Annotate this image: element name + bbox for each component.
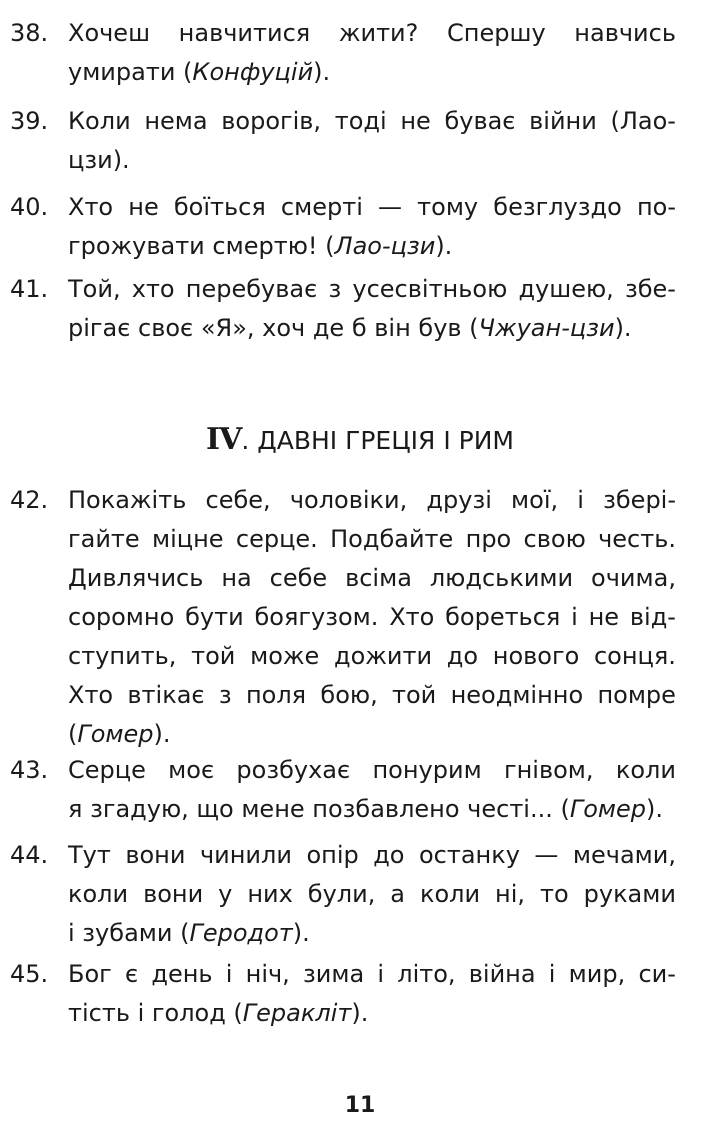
quote-line: Коли нема ворогів, тоді не буває війни (Лао- [68, 107, 676, 135]
quote-author: Геракліт [242, 999, 352, 1027]
quote-39 [10, 102, 676, 180]
quote-line: Хочеш навчитися жити? Спершу навчись [68, 19, 676, 47]
quote-line: Тут вони чинили опір до останку — мечами, [68, 841, 676, 869]
quote-author: Гомер [77, 720, 154, 748]
section-title: . ДАВНІ ГРЕЦІЯ І РИМ [241, 426, 514, 455]
quote-line: гайте міцне серце. Подбайте про свою честь. [68, 525, 676, 553]
quote-line: я згадую, що мене позбавлено честі... (Гомер). [68, 795, 664, 823]
quote-number: 38. [10, 19, 49, 47]
quote-number: 43. [10, 756, 49, 784]
quote-line: і зубами (Геродот). [68, 919, 310, 947]
quote-line: умирати (Конфуцій). [68, 58, 331, 86]
quote-line: Хто втікає з поля бою, той неодмінно помре [68, 681, 676, 709]
quote-number: 44. [10, 841, 49, 869]
quote-number: 40. [10, 193, 49, 221]
quote-line: цзи). [68, 146, 130, 174]
quote-line: рігає своє «Я», хоч де б він був (Чжуан-цзи). [68, 314, 632, 342]
quote-40 [10, 188, 676, 266]
page-number: 11 [344, 1093, 376, 1118]
section-heading [0, 420, 720, 461]
quote-line: ступить, той може дожити до нового сонця. [68, 642, 676, 670]
quote-author: Чжуан-цзи [478, 314, 615, 342]
quote-author: Конфуцій [192, 58, 314, 86]
quote-line: Дивлячись на себе всіма людськими очима, [68, 564, 676, 592]
quote-line: соромно бути боягузом. Хто бореться і не від- [68, 603, 676, 631]
quote-line: Покажіть себе, чоловіки, друзі мої, і збері- [68, 486, 676, 514]
quote-number: 42. [10, 486, 49, 514]
quote-45 [10, 955, 676, 1033]
quote-line: коли вони у них були, а коли ні, то руками [68, 880, 676, 908]
section-roman-numeral: ІV [206, 422, 242, 457]
quote-number: 45. [10, 960, 49, 988]
quote-38 [10, 14, 676, 92]
quote-line: грожувати смертю! (Лао-цзи). [68, 232, 453, 260]
quote-41 [10, 270, 676, 348]
quote-author: Лао-цзи [334, 232, 436, 260]
quote-number: 41. [10, 275, 49, 303]
quote-author: Гомер [569, 795, 647, 823]
quote-line: Серце моє розбухає понурим гнівом, коли [68, 756, 676, 784]
quote-line: Хто не боїться смерті — тому безглуздо по- [68, 193, 676, 221]
quote-author: Геродот [189, 919, 293, 947]
quote-number: 39. [10, 107, 49, 135]
quote-line: Бог є день і ніч, зима і літо, війна і мир, си- [68, 960, 676, 988]
quote-43 [10, 751, 676, 829]
quote-line: (Гомер). [68, 720, 171, 748]
quote-line: Той, хто перебуває з усесвітньою душею, збе- [68, 275, 676, 303]
quote-line: тість і голод (Геракліт). [68, 999, 369, 1027]
quote-44 [10, 836, 676, 953]
quote-42 [10, 481, 676, 754]
